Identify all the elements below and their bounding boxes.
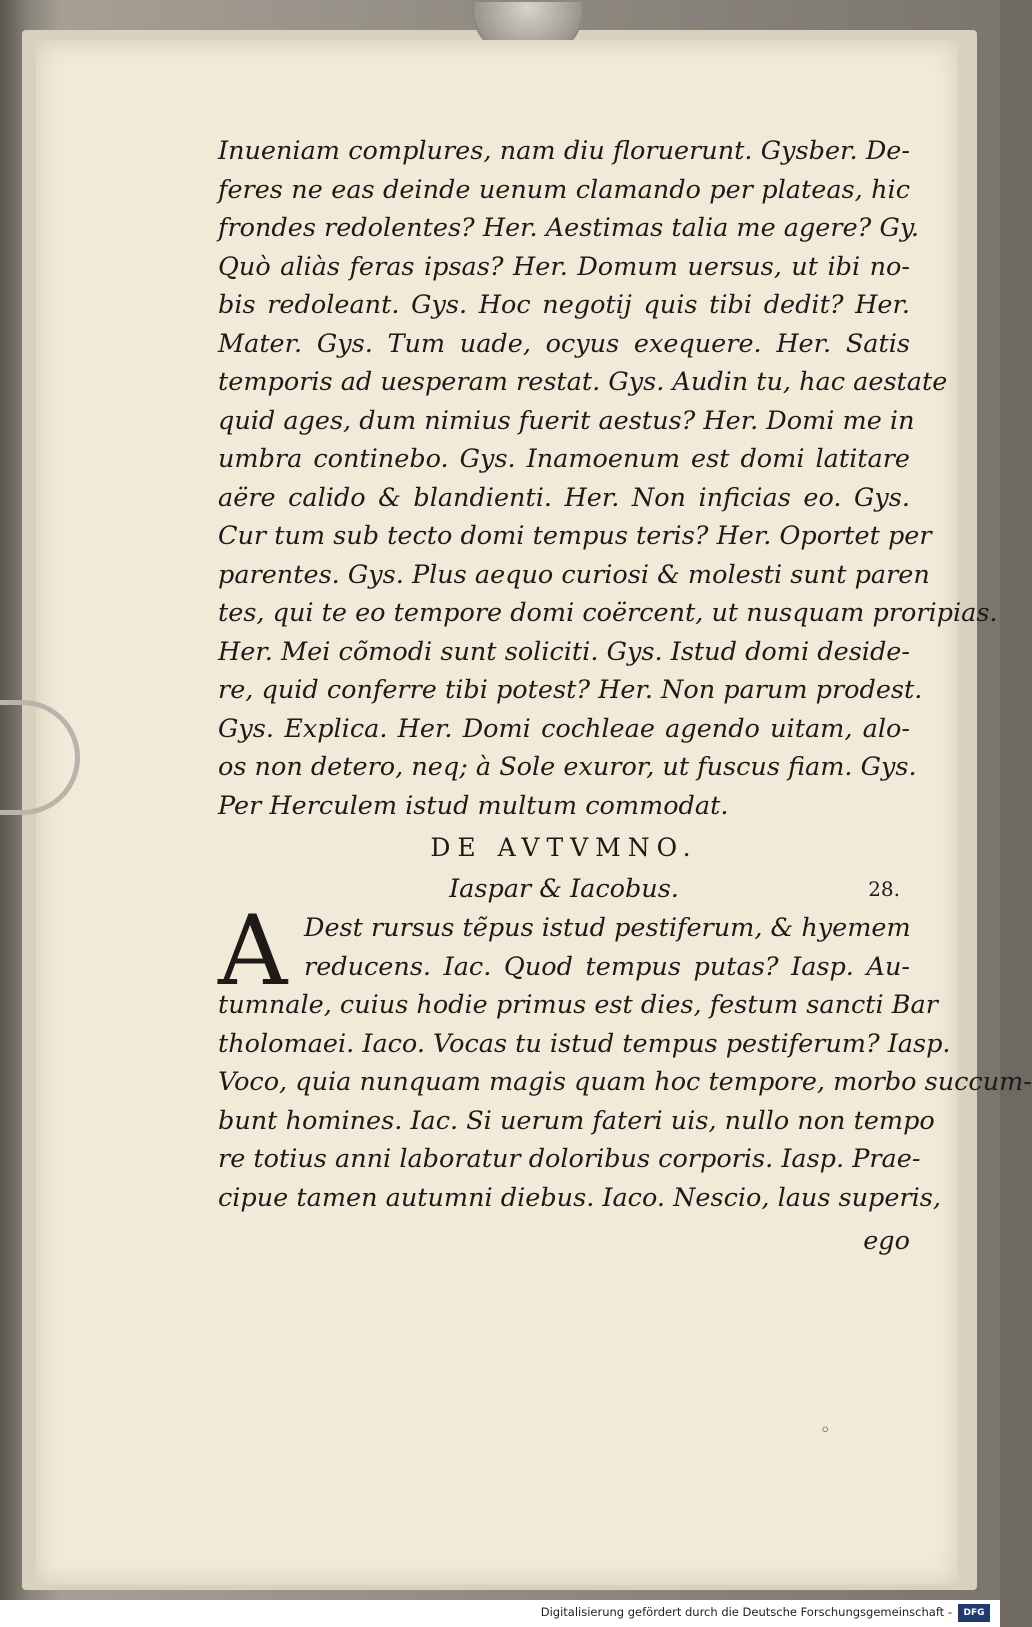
- text-line: parentes. Gys. Plus aequo curiosi & molesti sunt paren: [218, 559, 930, 590]
- text-line: Per Herculem istud multum commodat.: [218, 790, 729, 821]
- text-line: Gys. Explica. Her. Domi cochleae agendo uitam, alo-: [218, 713, 910, 744]
- text-line: tumnale, cuius hodie primus est dies, festum sancti Bar: [218, 990, 938, 1020]
- text-line: tholomaei. Iaco. Vocas tu istud tempus pestiferum? Iasp.: [218, 1028, 951, 1059]
- catchword: ego: [863, 1226, 910, 1256]
- speakers-row: [218, 869, 910, 909]
- text-line: os non detero, neq; à Sole exuror, ut fuscus fiam. Gys.: [218, 752, 917, 782]
- folio-number: 28.: [868, 877, 900, 901]
- text-line: feres ne eas deinde uenum clamando per plateas, hic: [218, 174, 910, 205]
- text-line: temporis ad uesperam restat. Gys. Audin tu, hac aestate: [218, 367, 948, 397]
- speakers-line: Iaspar & Iacobus.: [449, 874, 679, 904]
- text-line: bunt homines. Iac. Si uerum fateri uis, nullo non tempo: [218, 1105, 935, 1136]
- text-line: Dest rursus tẽpus istud pestiferum, & hyemem: [304, 913, 911, 943]
- text-line: re, quid conferre tibi potest? Her. Non parum prodest.: [218, 675, 923, 705]
- funding-notice: Digitalisierung gefördert durch die Deutsche Forschungsgemeinschaft -: [540, 1605, 952, 1619]
- ornament-mark: ◦: [820, 1420, 831, 1441]
- text-line: frondes redolentes? Her. Aestimas talia me agere? Gy.: [218, 213, 919, 243]
- page-text: [218, 132, 1032, 1261]
- text-line: quid ages, dum nimius fuerit aestus? Her. Domi me in: [218, 405, 915, 436]
- text-line: Voco, quia nunquam magis quam hoc tempore, morbo succum-: [218, 1067, 1032, 1097]
- text-line: re totius anni laboratur doloribus corporis. Iasp. Prae-: [218, 1144, 921, 1174]
- text-before-heading: [218, 132, 998, 825]
- section-heading: DE AVTVMNO.: [430, 833, 698, 862]
- text-line: Cur tum sub tecto domi tempus teris? Her. Oportet per: [218, 521, 932, 551]
- text-line: Inueniam complures, nam diu floruerunt. Gysber. De-: [218, 136, 910, 166]
- text-line: cipue tamen autumni diebus. Iaco. Nescio, laus superis,: [218, 1182, 942, 1213]
- text-line: aëre calido & blandienti. Her. Non inficias eo. Gys.: [218, 482, 910, 513]
- text-line: reducens. Iac. Quod tempus putas? Iasp. Au-: [304, 951, 910, 982]
- text-line: Mater. Gys. Tum uade, ocyus exequere. Her. Satis: [218, 328, 910, 359]
- dfg-logo: DFG: [958, 1604, 990, 1622]
- dropcap-initial: A: [218, 895, 288, 1007]
- footer-bar: [0, 1600, 1000, 1627]
- text-line: tes, qui te eo tempore domi coërcent, ut nusquam proripias.: [218, 598, 998, 628]
- text-after-heading: [218, 986, 1032, 1217]
- text-line: Quò aliàs feras ipsas? Her. Domum uersus, ut ibi no-: [218, 251, 910, 282]
- text-line: Her. Mei cõmodi sunt soliciti. Gys. Istud domi deside-: [218, 636, 910, 667]
- text-line: bis redoleant. Gys. Hoc negotij quis tibi dedit? Her.: [218, 290, 910, 320]
- text-line: umbra continebo. Gys. Inamoenum est domi latitare: [218, 444, 910, 474]
